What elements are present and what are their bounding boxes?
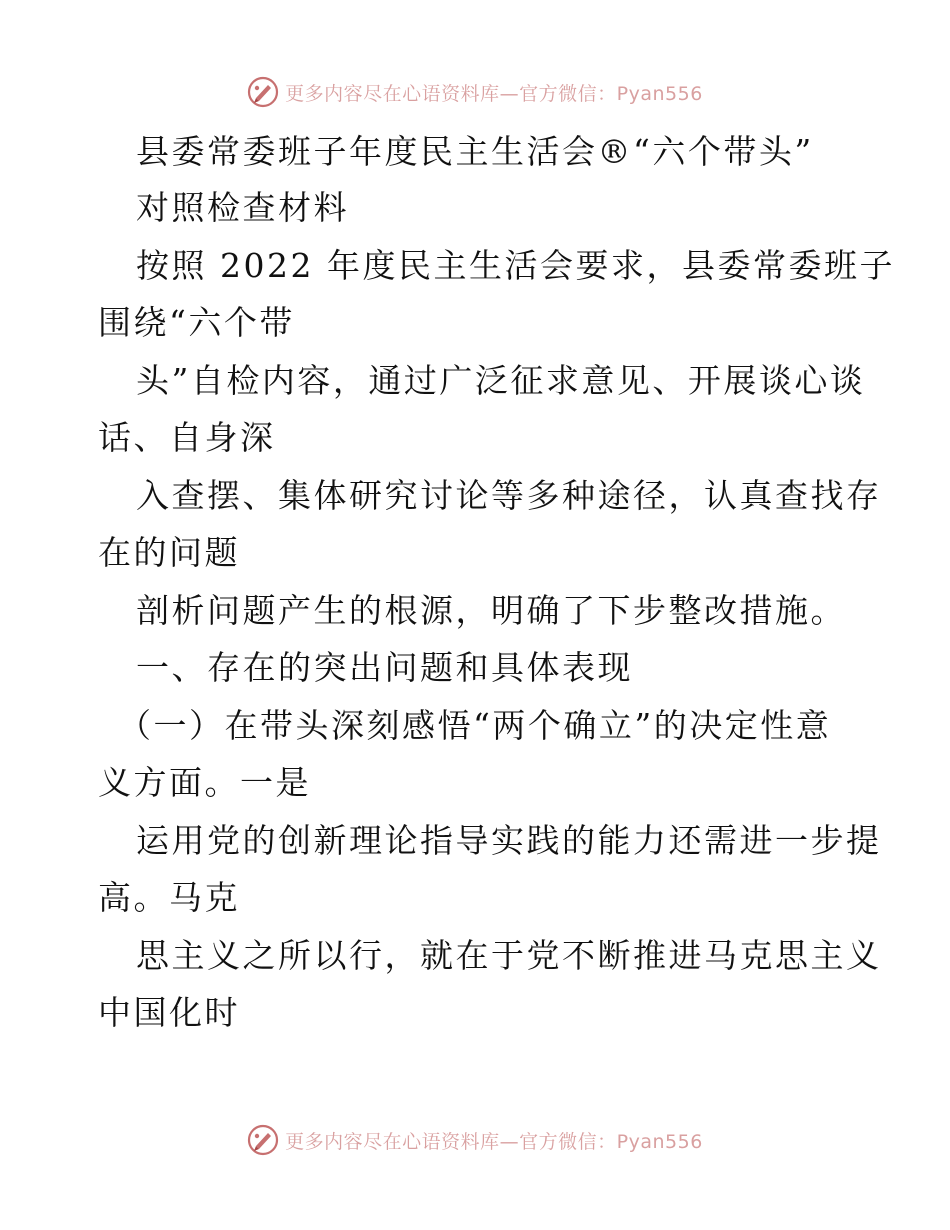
- watermark-text: 更多内容尽在心语资料库—官方微信：Pyan556: [285, 1130, 703, 1153]
- paragraph-line: 剖析问题产生的根源，明确了下步整改措施。: [136, 591, 846, 630]
- paragraph-line: 围绕“六个带: [98, 303, 295, 342]
- header-watermark: [0, 72, 950, 112]
- paragraph-line: 按照 2022 年度民主生活会要求，县委常委班子: [136, 246, 895, 285]
- pen-logo-icon: [247, 1124, 279, 1156]
- paragraph-line: 入查摆、集体研究讨论等多种途径，认真查找存: [136, 476, 882, 515]
- document-title-line-1: 县委常委班子年度民主生活会®“六个带头”: [136, 132, 814, 171]
- paragraph-line: 中国化时: [98, 993, 240, 1032]
- paragraph-line: 高。马克: [98, 878, 240, 917]
- document-title-line-2: 对照检查材料: [136, 188, 349, 227]
- paragraph-line: 思主义之所以行，就在于党不断推进马克思主义: [136, 936, 882, 975]
- paragraph-line: 头”自检内容，通过广泛征求意见、开展谈心谈: [136, 361, 866, 400]
- paragraph-line: 在的问题: [98, 533, 240, 572]
- pen-logo-icon: [247, 76, 279, 108]
- paragraph-line: 运用党的创新理论指导实践的能力还需进一步提: [136, 821, 882, 860]
- subsection-heading-line: （一）在带头深刻感悟“两个确立”的决定性意: [118, 706, 832, 745]
- section-heading: 一、存在的突出问题和具体表现: [136, 648, 633, 687]
- paragraph-line: 义方面。一是: [98, 763, 311, 802]
- footer-watermark: [0, 1120, 950, 1160]
- watermark-text: 更多内容尽在心语资料库—官方微信：Pyan556: [285, 82, 703, 105]
- paragraph-line: 话、自身深: [98, 418, 276, 457]
